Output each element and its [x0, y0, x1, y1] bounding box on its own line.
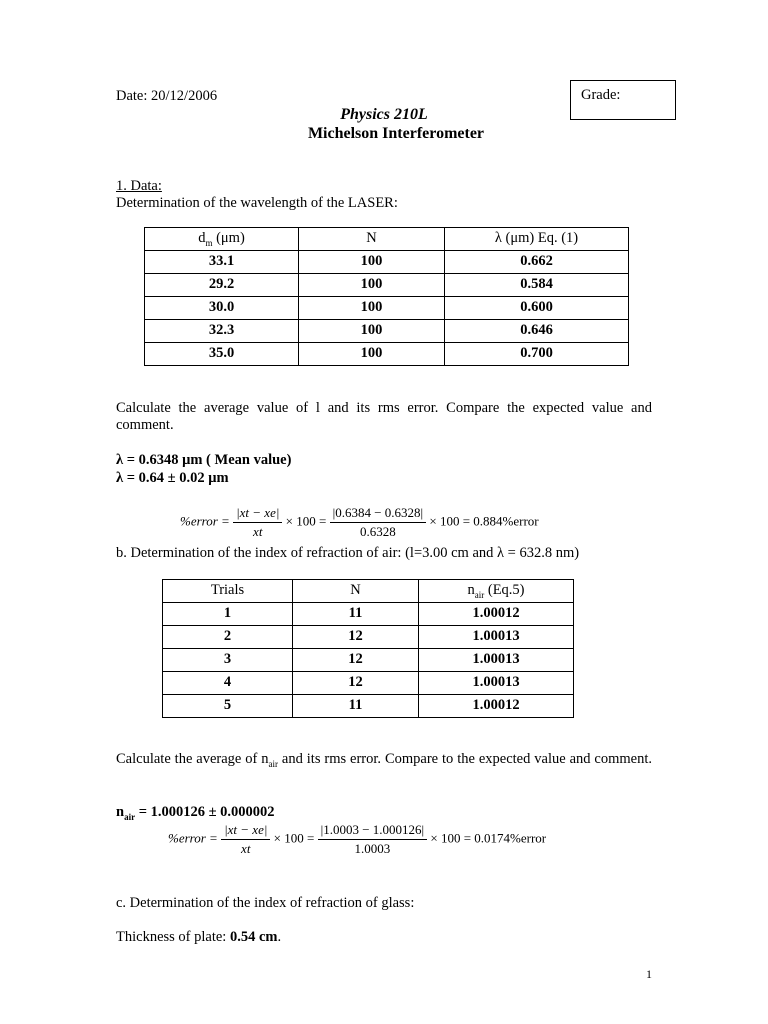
table-row: [145, 320, 629, 343]
page-number: 1: [646, 967, 652, 981]
table-row: [163, 626, 574, 649]
table-cell: 1.00013: [419, 626, 574, 649]
table-header-row: [163, 580, 574, 603]
table-header-row: [145, 228, 629, 251]
table-cell: 2: [163, 626, 293, 649]
formula-multiplier: × 100 =: [285, 513, 327, 529]
formula-numerator: |xt − xe|: [221, 822, 270, 840]
table-cell: 32.3: [145, 320, 299, 343]
nair-result: $n_{air} = 1.000126 \pm 0.000002$: [116, 804, 275, 822]
table-cell: 0.646: [445, 320, 629, 343]
table-cell: 30.0: [145, 297, 299, 320]
table-cell: 1.00012: [419, 603, 574, 626]
table-cell: 29.2: [145, 274, 299, 297]
plate-thickness: Thickness of plate: 0.54 cm.: [116, 929, 282, 945]
table-row: [163, 603, 574, 626]
section-b-heading: b. Determination of the index of refraction of air: (l=3.00 cm and λ = 632.8 nm): [116, 545, 580, 561]
table-row: [145, 343, 629, 366]
section-b-instruction: Calculate the average of $n_{air}$ and its rms error. Compare to the expected value and comment.: [116, 751, 652, 769]
course-title: Physics 210L: [340, 106, 428, 123]
table-cell: 100: [299, 297, 445, 320]
formula-lhs: %error =: [168, 830, 218, 846]
lambda-error-result: λ = 0.64 ± 0.02 μm: [116, 470, 229, 486]
formula-result: × 100 = 0.0174%error: [430, 830, 547, 846]
formula-fraction-values: [330, 505, 427, 540]
table-cell: 0.584: [445, 274, 629, 297]
header-n: N: [293, 580, 419, 603]
table-cell: 12: [293, 626, 419, 649]
table-cell: 4: [163, 672, 293, 695]
table-cell: 12: [293, 649, 419, 672]
header-trials: Trials: [163, 580, 293, 603]
table-cell: 0.662: [445, 251, 629, 274]
table-cell: 0.700: [445, 343, 629, 366]
table-cell: 0.600: [445, 297, 629, 320]
table-row: [145, 251, 629, 274]
formula-numerator-values: |0.6384 − 0.6328|: [330, 505, 427, 523]
thickness-value: 0.54 cm: [229, 929, 278, 945]
percent-error-formula-1: [180, 505, 539, 540]
table-cell: 35.0: [145, 343, 299, 366]
formula-denominator-values: 1.0003: [354, 841, 391, 856]
page-title: Michelson Interferometer: [307, 125, 485, 142]
section-1-heading: 1. Data:: [116, 178, 162, 194]
table-row: [163, 672, 574, 695]
air-index-table: [162, 579, 574, 718]
table-row: [145, 297, 629, 320]
table-cell: 1.00012: [419, 695, 574, 718]
table-row: [163, 695, 574, 718]
formula-fraction: [221, 822, 270, 857]
lambda-mean-result: λ = 0.6348 μm ( Mean value): [116, 452, 292, 468]
section-c-heading: c. Determination of the index of refraction of glass:: [116, 895, 415, 911]
table-cell: 100: [299, 274, 445, 297]
table-cell: 3: [163, 649, 293, 672]
header-nair: $n_{air}$ (Eq.5): [419, 580, 574, 603]
table-cell: 100: [299, 251, 445, 274]
formula-denominator: xt: [253, 524, 263, 539]
formula-result: × 100 = 0.884%error: [429, 513, 539, 529]
section-1-subheading: Determination of the wavelength of the LASER:: [116, 195, 398, 211]
formula-denominator-values: 0.6328: [359, 524, 396, 539]
grade-label: Grade:: [581, 87, 621, 103]
header-dm: $d_m$ (μm): [145, 228, 299, 251]
header-n: N: [299, 228, 445, 251]
percent-error-formula-2: [168, 822, 546, 857]
formula-lhs: %error =: [180, 513, 230, 529]
thickness-label: Thickness of plate:: [116, 929, 227, 945]
table-cell: 12: [293, 672, 419, 695]
wavelength-table: [144, 227, 629, 366]
formula-numerator: |xt − xe|: [233, 505, 282, 523]
table-cell: 33.1: [145, 251, 299, 274]
table-cell: 1.00013: [419, 649, 574, 672]
section-1-instruction: Calculate the average value of l and its rms error. Compare the expected value and comment.: [116, 400, 652, 433]
table-row: [163, 649, 574, 672]
formula-fraction-values: [318, 822, 428, 857]
table-cell: 11: [293, 695, 419, 718]
table-cell: 1: [163, 603, 293, 626]
table-cell: 100: [299, 343, 445, 366]
table-cell: 5: [163, 695, 293, 718]
formula-numerator-values: |1.0003 − 1.000126|: [318, 822, 428, 840]
date-text: Date: 20/12/2006: [116, 88, 218, 104]
formula-denominator: xt: [241, 841, 251, 856]
formula-fraction: [233, 505, 282, 540]
formula-multiplier: × 100 =: [273, 830, 315, 846]
header-lambda: λ (μm) Eq. (1): [445, 228, 629, 251]
table-cell: 1.00013: [419, 672, 574, 695]
table-cell: 11: [293, 603, 419, 626]
table-cell: 100: [299, 320, 445, 343]
table-row: [145, 274, 629, 297]
